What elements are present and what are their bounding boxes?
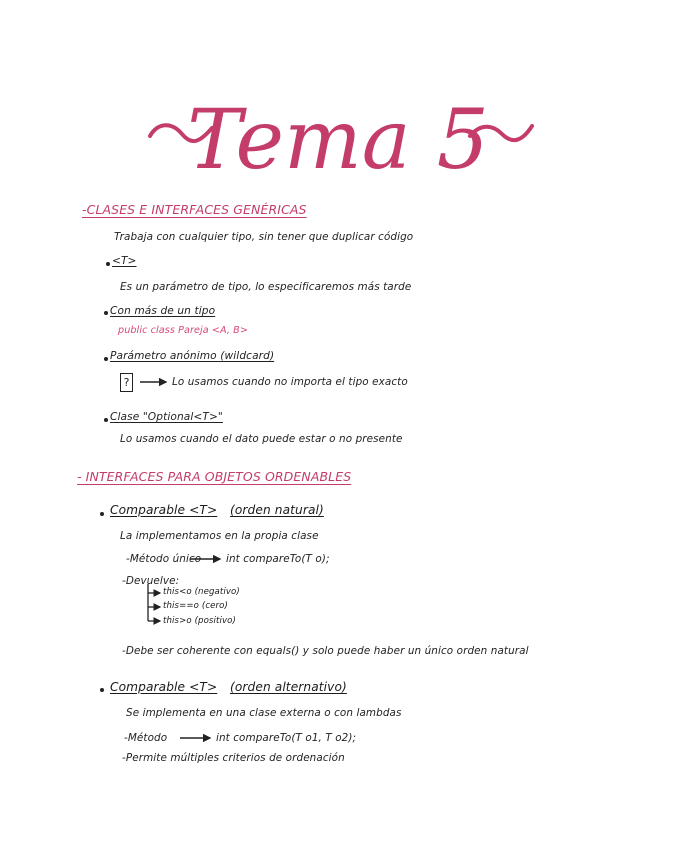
wildcard-symbol: ? [120, 373, 133, 392]
section-heading-generics: -CLASES E INTERFACES GENÉRICAS [82, 202, 307, 217]
item-text-optional: Lo usamos cuando el dato puede estar o no presente [120, 433, 403, 445]
natural-line-returns: -Devuelve: [122, 575, 180, 587]
bullet [104, 418, 108, 422]
item-label-type-param: <T> [112, 255, 137, 267]
alt-line-multiple: -Permite múltiples criterios de ordenación [122, 752, 345, 764]
return-positive: this>o (positivo) [163, 616, 236, 626]
bullet [104, 311, 108, 315]
bullet [100, 688, 104, 692]
page-title [0, 78, 677, 188]
return-negative: this<o (negativo) [163, 587, 240, 597]
alt-line-implement: Se implementa en una clase externa o con lambdas [126, 707, 402, 719]
item-label-wildcard: Parámetro anónimo (wildcard) [110, 350, 275, 362]
generics-intro: Trabaja con cualquier tipo, sin tener que duplicar código [114, 231, 414, 243]
item-label-alternative-order: (orden alternativo) [230, 680, 347, 694]
item-label-multi-type: Con más de un tipo [110, 305, 216, 317]
item-label-comparator: Comparable <T> [110, 680, 218, 694]
bullet [106, 262, 110, 266]
natural-line-coherent: -Debe ser coherente con equals() y solo puede haber un único orden natural [122, 645, 529, 657]
item-code-pareja: public class Pareja <A, B> [118, 325, 248, 336]
title-text: Tema 5 [187, 93, 489, 188]
alt-line-signature: int compareTo(T o1, T o2); [216, 732, 357, 744]
natural-line-implement: La implementamos en la propia clase [120, 530, 319, 542]
bullet [100, 512, 104, 516]
item-text-wildcard: Lo usamos cuando no importa el tipo exacto [172, 376, 408, 388]
natural-line-signature: int compareTo(T o); [226, 553, 330, 565]
item-label-optional: Clase "Optional<T>" [110, 411, 223, 423]
item-label-natural-order: (orden natural) [230, 503, 324, 517]
item-label-comparable: Comparable <T> [110, 503, 218, 517]
natural-line-method: -Método único [126, 553, 202, 565]
alt-line-method: -Método [124, 732, 168, 744]
item-text-type-param: Es un parámetro de tipo, lo especificaremos más tarde [120, 281, 412, 293]
title-decoration [0, 78, 677, 188]
bullet [104, 357, 108, 361]
return-zero: this==o (cero) [163, 601, 228, 611]
section-heading-sortable: - INTERFACES PARA OBJETOS ORDENABLES [77, 469, 352, 484]
